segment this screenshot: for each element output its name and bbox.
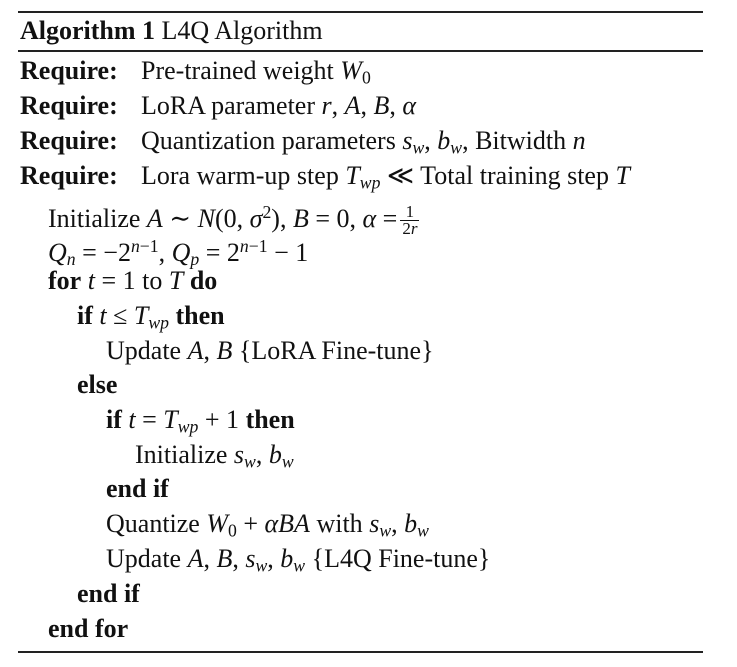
top-rule: [18, 11, 703, 13]
require-text-1: Pre-trained weight $W_0$: [141, 56, 371, 88]
quantize-line: Quantize $W_0 + \alpha BA$ with $s_w$, $b_w$: [106, 509, 429, 541]
end-for-line: [48, 612, 128, 646]
update-l4q-line: Update A, B, $s_w$, $b_w$ {L4Q Fine-tune}: [106, 544, 491, 576]
if-warmup-line: if $t \le T_{wp}$ then: [77, 301, 225, 333]
require-text-3: Quantization parameters $s_w$, $b_w$, Bitwidth n: [141, 126, 586, 158]
require-keyword: Require:: [20, 126, 118, 155]
keyword-then: then: [175, 301, 225, 330]
keyword-for: for: [48, 266, 82, 295]
require-line-4: [20, 159, 630, 199]
for-start-value: 1: [122, 266, 136, 295]
quant-range-line: $Q_n = -2^{n-1}$, $Q_p = 2^{n-1} - 1$: [48, 236, 309, 270]
algorithm-block: [18, 0, 703, 667]
algorithm-number: Algorithm 1: [20, 16, 156, 45]
keyword-else: else: [77, 370, 118, 399]
require-keyword: Require:: [20, 91, 118, 120]
keyword-then: then: [245, 405, 295, 434]
keyword-end-for: end for: [48, 614, 129, 643]
init-sw-bw-line: Initialize $s_w$, $b_w$: [135, 440, 294, 472]
if-init-line: if $t = T_{wp} + 1$ then: [106, 405, 295, 437]
keyword-if: if: [106, 405, 122, 434]
require-keyword: Require:: [20, 56, 118, 85]
algorithm-header: [20, 14, 323, 48]
keyword-end-if: end if: [106, 474, 169, 503]
bottom-rule: [18, 651, 703, 653]
else-line: [77, 368, 117, 402]
for-line: for t = 1 to T do: [48, 266, 218, 295]
end-if-inner-line: [106, 472, 169, 506]
keyword-if: if: [77, 301, 93, 330]
keyword-do: do: [189, 266, 218, 295]
end-if-outer-line: [77, 577, 140, 611]
require-text-4: Lora warm-up step $T_{wp}$ ≪ Total training step T: [141, 161, 630, 193]
require-line-2: [20, 89, 416, 123]
keyword-end-if: end if: [77, 579, 140, 608]
fraction-one-over-2r: $\frac{1}{2r}$: [402, 202, 418, 239]
algorithm-title: L4Q Algorithm: [161, 16, 323, 45]
keyword-to: to: [142, 266, 163, 295]
require-text-2: LoRA parameter r, A, B, α: [141, 91, 417, 120]
header-rule: [18, 50, 703, 52]
init-line: Initialize A ∼ N(0, $\sigma^2$), B = 0, α = $\frac{1}{2r}$: [48, 202, 418, 239]
require-keyword: Require:: [20, 161, 118, 190]
update-lora-line: Update A, B {LoRA Fine-tune}: [106, 336, 434, 365]
